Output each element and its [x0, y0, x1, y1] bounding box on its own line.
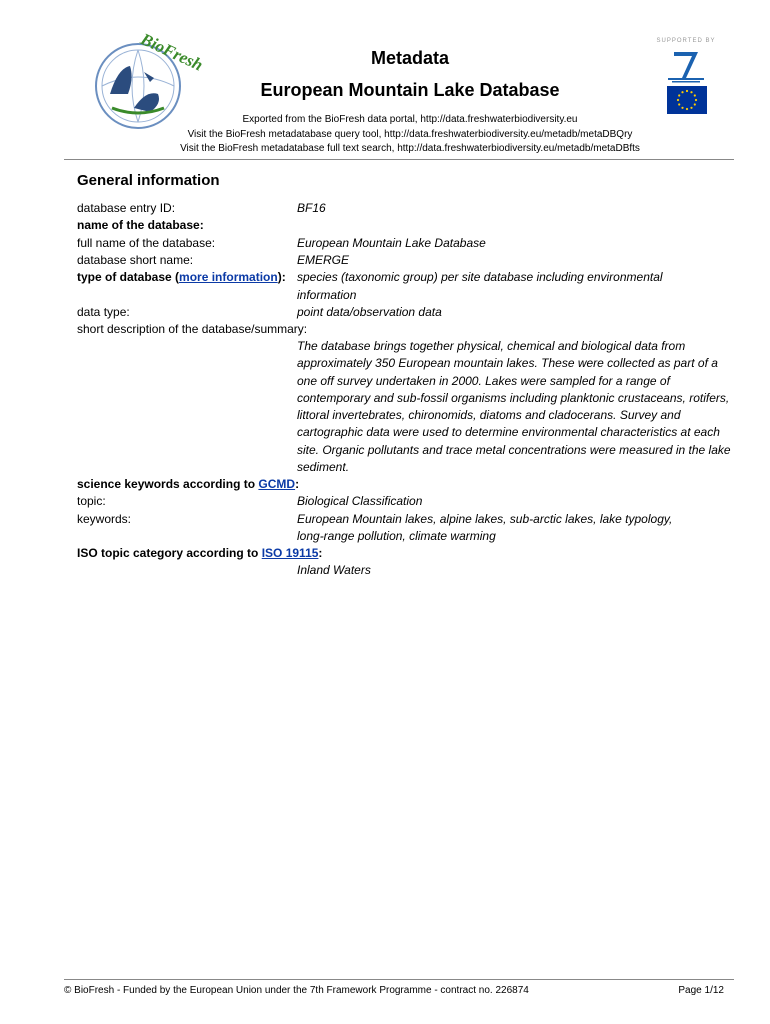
gcmd-link[interactable]: GCMD [258, 477, 296, 491]
type-label-text: type of database ( [77, 270, 180, 284]
fp7-logo [664, 48, 708, 84]
iso-topic-heading [77, 545, 322, 562]
type-label-end: ): [277, 270, 286, 284]
entry-id-value: BF16 [297, 201, 326, 215]
iso-topic-text: ISO topic category according to [77, 546, 262, 560]
iso-topic-value: Inland Waters [297, 563, 371, 577]
eu-flag-icon [667, 86, 707, 114]
type-value: species (taxonomic group) per site database including environmental [297, 270, 663, 284]
supported-by-text: SUPPORTED BY [656, 38, 716, 44]
science-keywords-end: : [295, 477, 300, 491]
export-note: Exported from the BioFresh data portal, http://data.freshwaterbiodiversity.eu [242, 114, 578, 125]
query-tool-note: Visit the BioFresh metadatabase query tool, http://data.freshwaterbiodiversity.eu/metadb/metaDBQry [187, 129, 633, 140]
topic-value: Biological Classification [297, 494, 423, 508]
fulltext-search-note: Visit the BioFresh metadatabase full text search, http://data.freshwaterbiodiversity.eu/metadb/metaDBfts [180, 143, 640, 154]
keywords-value-cont: long-range pollution, climate warming [297, 529, 496, 543]
section-title: General information [77, 172, 220, 189]
summary-label: short description of the database/summary: [77, 322, 308, 336]
short-name-value: EMERGE [297, 253, 350, 267]
keywords-value: European Mountain lakes, alpine lakes, sub-arctic lakes, lake typology, [297, 512, 673, 526]
science-keywords-text: science keywords according to [77, 477, 259, 491]
footer-divider [64, 979, 734, 980]
keywords-label: keywords: [77, 512, 132, 526]
logo-text: BioFresh [137, 29, 206, 75]
page-number: Page 1/12 [678, 985, 724, 996]
data-type-label: data type: [77, 305, 130, 319]
footer-funding: © BioFresh - Funded by the European Union under the 7th Framework Programme - contract no. 226874 [64, 985, 529, 996]
science-keywords-heading [77, 476, 299, 493]
full-name-label: full name of the database: [77, 236, 216, 250]
short-name-label: database short name: [77, 253, 194, 267]
entry-id-label: database entry ID: [77, 201, 176, 215]
data-type-value: point data/observation data [297, 305, 442, 319]
header-divider [64, 159, 734, 160]
more-information-link[interactable]: more information [179, 270, 278, 284]
iso-19115-link[interactable]: ISO 19115 [261, 546, 319, 560]
iso-topic-end: : [318, 546, 323, 560]
type-label [77, 269, 286, 286]
database-title: European Mountain Lake Database [260, 80, 560, 100]
name-heading: name of the database: [77, 218, 204, 232]
page-title: Metadata [370, 48, 450, 68]
full-name-value: European Mountain Lake Database [297, 236, 486, 250]
topic-label: topic: [77, 494, 106, 508]
summary-text: The database brings together physical, chemical and biological data from approximately 350 European mountain lakes. These were collected as part of a one off survey undertaken in 2000. Lakes were sampled for a range of contemporary and sub-fossil organisms including planktonic crustaceans, rotifers, littoral invertebrates, chironomids, diatoms and cladocerans. Survey and cartographic data were used to determine environmental characteristics at each site. Organic pollutants and trace metal concentrations were measured in the lake sediment. [297, 339, 731, 475]
type-value-cont: information [297, 288, 357, 302]
